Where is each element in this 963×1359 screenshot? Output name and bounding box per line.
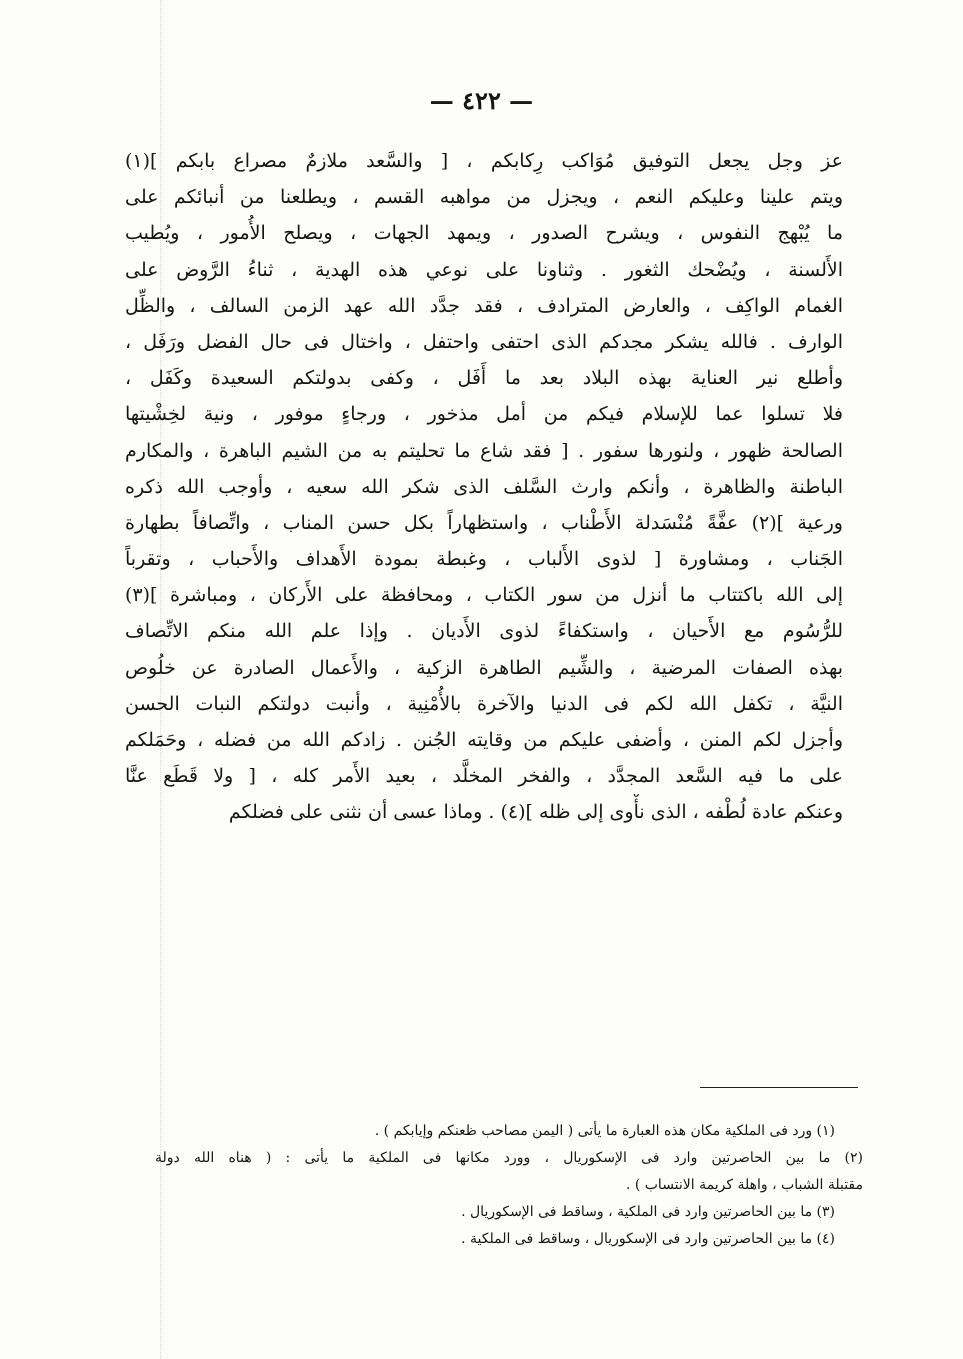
text-line: بهذه الصفات المرضية ، والشِّيم الطاهرة الزكية ، والأَعمال الصادرة عن خلُوص [125, 656, 843, 679]
text-line: ما يُبْهج النفوس ، ويشرح الصدور ، ويمهد الجهات ، ويصلح الأُمور ، ويُطيب [125, 222, 843, 245]
text-line: إلى الله باكتتاب ما أنزل من سور الكتاب ، ومحافظة على الأَركان ، ومباشرة ](٣) [125, 584, 843, 607]
text-line: وأطلع نير العناية بهذه البلاد بعد ما أَفَل ، وكفى بدولتكم السعيدة وكَفَل ، [125, 367, 843, 390]
footnote-2-continued: مقتبلة الشباب ، واهلة كريمة الانتساب ) . [625, 1177, 863, 1193]
footnote-2: (٢) ما بين الحاصرتين وارد فى الإسكوريال ، وورد مكانها فى الملكية ما يأتى : ( هناه الله دولة [155, 1150, 863, 1166]
text-line: وأجزل لكم المنن ، وأضفى عليكم من وقايته الجُنن . زادكم الله من فضله ، وحَمَلكم [125, 729, 843, 751]
page-number: — ٤٢٢ — [429, 86, 534, 115]
text-line: الوارف . فالله يشكر مجدكم الذى احتفى واحتفل ، واختال فى حال الفضل ورَفَل ، [125, 330, 843, 353]
text-line: للرُّسُوم مع الأَحيان ، واستكفاءً لذوى الأَديان . وإذا علم الله منكم الاتِّصاف [125, 620, 843, 643]
footnote-3: (٣) ما بين الحاصرتين وارد فى الملكية ، وساقط فى الإسكوريال . [461, 1204, 835, 1220]
footnotes [155, 1118, 863, 1253]
text-line: الجَناب ، ومشاورة [ لذوى الأَلباب ، وغبطة بمودة الأَهداف والأَحباب ، وتقرباً [125, 548, 843, 571]
footnote-separator [700, 1087, 858, 1088]
text-line: عز وجل يجعل التوفيق مُوَاكب رِكابكم ، [ والسَّعد ملازمٌ مصراع بابكم ](١) [125, 150, 843, 172]
text-line: فلا تسلوا عما للإسلام فيكم من أمل مذخور ، ورجاءٍ موفور ، ونية لخِشْيتها [125, 403, 843, 426]
text-line: النيَّة ، تكفل الله لكم فى الدنيا والآخرة بالأُمْنِية ، وأنبت دولتكم النبات الحسن [125, 692, 843, 715]
text-line: الباطنة والظاهرة ، وأنكم وارث السَّلف الذى شكر الله سعيه ، وأوجب الله ذكره [125, 475, 843, 498]
text-line: الصالحة ظهور ، ولنورها سفور . [ فقد شاع ما تحليتم به من الشيم الباهرة ، والمكارم [125, 439, 843, 462]
text-line: الغمام الواكِف ، والعارض المترادف ، فقد جدَّد الله عهد الزمن السالف ، والظِّل [125, 294, 843, 317]
footnote-1: (١) ورد فى الملكية مكان هذه العبارة ما يأتى ( اليمن مصاحب ظعنكم وإيابكم ) . [374, 1123, 835, 1139]
text-line: وعنكم عادة لُطْفه ، الذى نأْوى إلى ظله ](٤) . وماذا عسى أن نثنى على فضلكم [228, 801, 843, 824]
text-line: الأَلسنة ، ويُضْحك الثغور . وثناونا على نوعي هذه الهدية ، ثناءُ الرَّوض على [125, 258, 843, 281]
text-line: ويتم علينا وعليكم النعم ، ويجزل من مواهبه القسم ، ويطلعنا من أنبائكم على [125, 186, 843, 209]
footnote-4: (٤) ما بين الحاصرتين وارد فى الإسكوريال ، وساقط فى الملكية . [461, 1231, 835, 1247]
text-line: على ما فيه السَّعد المجدَّد ، والفخر المخلَّد ، بعيد الأَمر كله ، [ ولا قَطَع عنَّا [125, 765, 843, 788]
main-text-body [125, 143, 843, 831]
text-line: ورعية ](٢) عفَّةً مُنْسَدلة الأَطْناب ، واستظهاراً بكل حسن المناب ، واتِّصافاً بطهارة [125, 511, 843, 534]
